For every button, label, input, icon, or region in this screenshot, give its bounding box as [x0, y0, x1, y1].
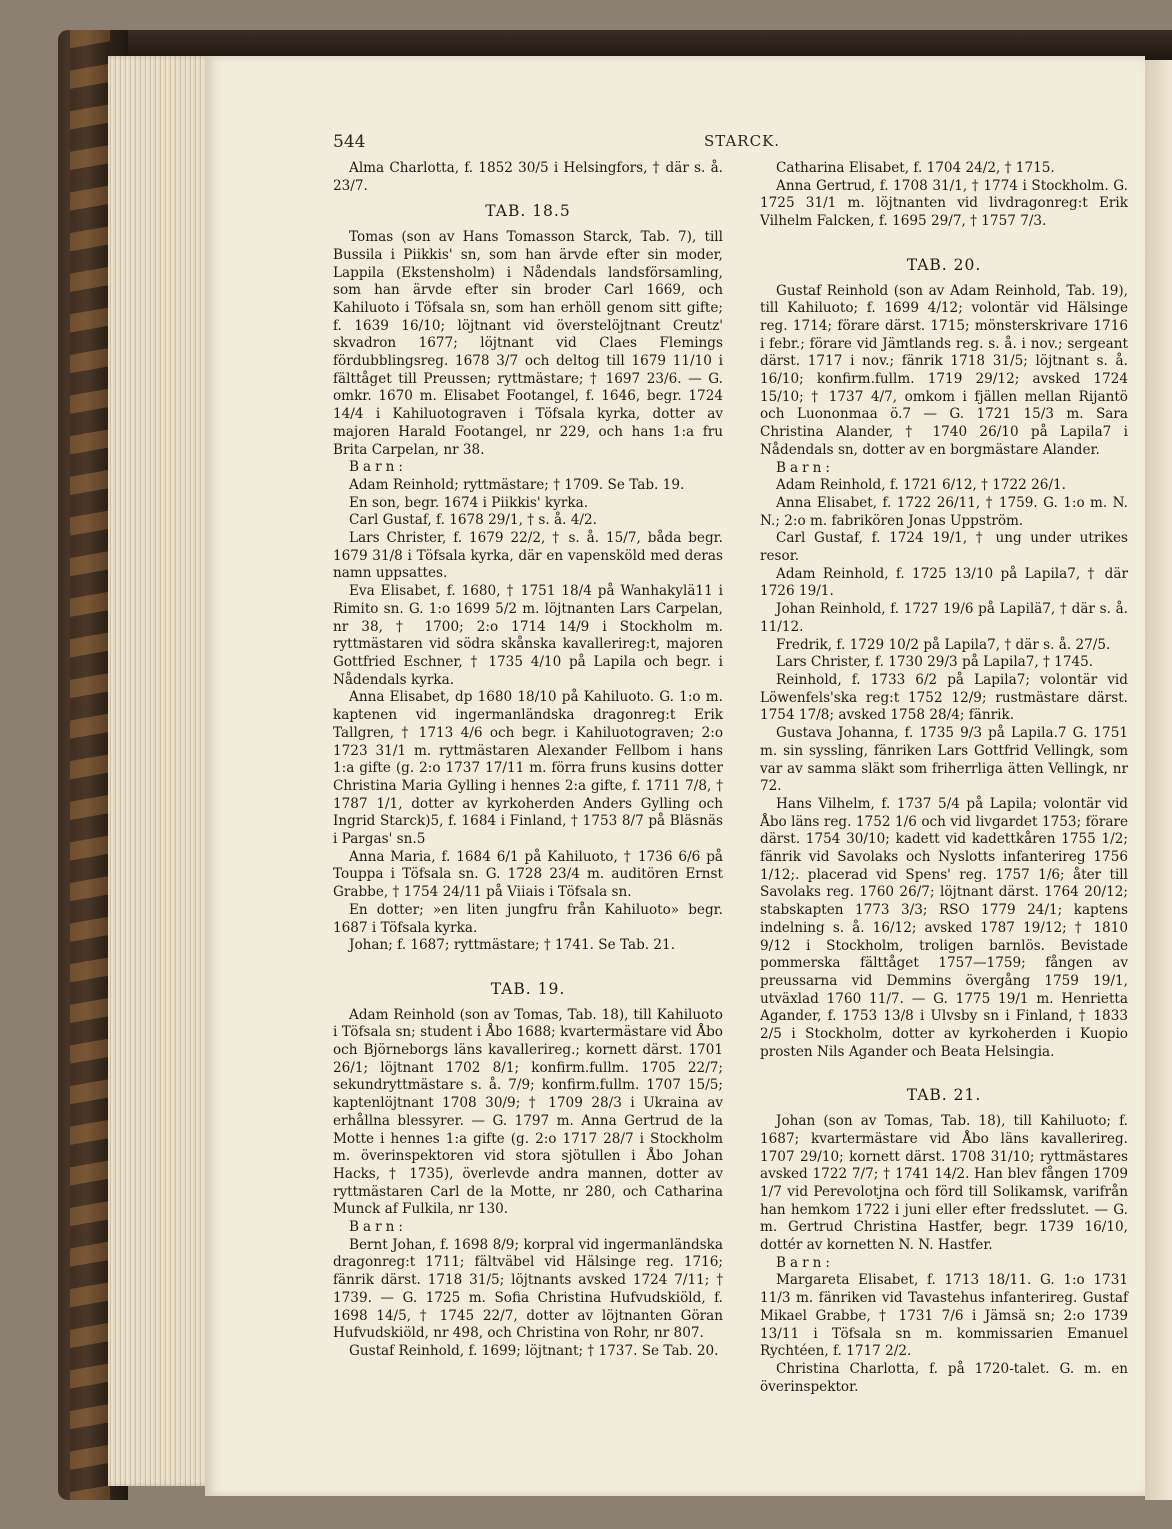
paragraph: Alma Charlotta, f. 1852 30/5 i Helsingfors, † där s. å. 23/7.	[333, 160, 723, 194]
paragraph: Gustaf Reinhold (son av Adam Reinhold, Tab. 19), till Kahiluoto; f. 1699 4/12; volontär vid Hälsinge reg. 1714; förare därst. 1715; mönsterskrivare 1716 i febr.; förare vid Jämtlands reg. s. å. i nov.; sergeant därst. 1717 i nov.; fänrik 1718 31/5; löjtnant s. å. 16/10; konfirm.fullm. 1719 29/12; avsked 1724 15/10; † 1737 4/7, omkom i fjällen mellan Rijantö och Luononmaa ö.7 — G. 1721 15/3 m. Sara Christina Alander, † 1740 26/10 på Lapila7 i Nådendals sn, dotter av en borgmästare Alander.	[760, 282, 1128, 458]
running-head: STARCK.	[704, 132, 781, 150]
paragraph: Carl Gustaf, f. 1678 29/1, † s. å. 4/2.	[349, 512, 597, 529]
table-heading: TAB. 19.	[490, 979, 566, 998]
paragraph: Adam Reinhold, f. 1725 13/10 på Lapila7, † där 1726 19/1.	[760, 565, 1128, 600]
paragraph: En son, begr. 1674 i Piikkis' kyrka.	[349, 494, 589, 511]
paragraph: Lars Christer, f. 1679 22/2, † s. å. 15/7, båda begr. 1679 31/8 i Töfsala kyrka, där en vapensköld med deras namn uppsattes.	[333, 530, 723, 582]
paragraph: Lars Christer, f. 1730 29/3 på Lapila7, † 1745.	[776, 654, 1094, 671]
paragraph: Anna Maria, f. 1684 6/1 på Kahiluoto, † 1736 6/6 på Touppa i Töfsala sn. G. 1728 23/4 m. auditören Ernst Grabbe, † 1754 24/11 på Viiais i Töfsala sn.	[333, 848, 723, 901]
paragraph: Johan Reinhold, f. 1727 19/6 på Lapilä7, † där s. å. 11/12.	[760, 601, 1128, 635]
paragraph: Anna Gertrud, f. 1708 31/1, † 1774 i Stockholm. G. 1725 31/1 m. löjtnanten vid livdragonreg:t Erik Vilhelm Falcken, f. 1695 29/7, † 1757 7/3.	[760, 177, 1128, 230]
left-column	[333, 160, 723, 1361]
paragraph: Bernt Johan, f. 1698 8/9; korpral vid ingermanländska dragonreg:t 1711; fältväbel vid Hälsinge reg. 1716; fänrik därst. 1718 31/5; löjtnants avsked 1724 7/11; † 1739. — G. 1725 m. Sofia Christina Hufvudskiöld, f. 1698 14/5, † 1745 22/7, dotter av löjtnanten Göran Hufvudskiöld, nr 498, och Christina von Rohr, nr 807.	[333, 1236, 723, 1342]
paragraph: Johan (son av Tomas, Tab. 18), till Kahiluoto; f. 1687; kvartermästare vid Åbo läns kavallerireg. 1707 29/10; kornett därst. 1708 31/10; ryttmästares avsked 1722 7/7; † 1741 14/2. Han blev fången 1709 1/7 vid Perevolotjna och förd till Solikamsk, varifrån han hemkom 1722 i juni eller efter fredsslutet. — G. m. Gertrud Christina Hastfer, begr. 1739 16/10, dottér av kornetten N. N. Hastfer.	[760, 1113, 1128, 1254]
paragraph: Adam Reinhold, f. 1721 6/12, † 1722 26/1.	[776, 477, 1067, 494]
paragraph: Margareta Elisabet, f. 1713 18/11. G. 1:o 1731 11/3 m. fänriken vid Tavastehus infanterireg. Gustaf Mikael Grabbe, † 1731 7/6 i Jämsä sn; 2:o 1739 13/11 i Töfsala sn m. kommissarien Emanuel Rychtéen, f. 1717 2/2.	[760, 1272, 1128, 1360]
children-heading: Barn:	[349, 459, 407, 476]
page-number: 544	[333, 132, 366, 152]
table-heading: TAB. 21.	[906, 1086, 982, 1105]
table-heading: TAB. 20.	[906, 255, 982, 274]
paragraph: Catharina Elisabet, f. 1704 24/2, † 1715.	[776, 160, 1055, 176]
paragraph: Christina Charlotta, f. på 1720-talet. G. m. en överinspektor.	[760, 1361, 1128, 1395]
paragraph: Gustaf Reinhold, f. 1699; löjtnant; † 1737. Se Tab. 20.	[349, 1343, 719, 1359]
table-heading: TAB. 18.5	[485, 202, 571, 221]
children-heading: Barn:	[349, 1219, 407, 1236]
children-heading: Barn:	[776, 1254, 834, 1271]
paragraph: Adam Reinhold (son av Tomas, Tab. 18), till Kahiluoto i Töfsala sn; student i Åbo 1688; kvartermästare vid Åbo och Björneborgs läns kavallerireg.; kornett därst. 1701 26/1; löjtnant 1702 8/1; konfirm.fullm. 1705 22/7; sekundryttmästare s. å. 7/9; konfirm.fullm. 1707 15/5; kaptenlöjtnant 1708 30/9; † 1709 28/3 i Ukraina av erhållna blessyrer. — G. 1797 m. Anna Gertrud de la Motte i hennes 1:a gifte (g. 2:o 1717 28/7 i Stockholm m. överinspektoren vid stora sjötullen i Åbo Johan Hacks, † 1735), överlevde andra mannen, dotter av ryttmästaren Carl de la Motte, nr 280, och Catharina Munck af Fulkila, nr 130.	[333, 1006, 723, 1218]
paragraph: Tomas (son av Hans Tomasson Starck, Tab. 7), till Bussila i Piikkis' sn, som han ärvde efter sin moder, Lappila (Ekstensholm) i Nådendals landsförsamling, som han ärvde efter sin broder Carl 1669, och Kahiluoto i Töfsala sn, som han erhöll genom sitt gifte; f. 1639 16/10; löjtnant vid överstelöjtnant Creutz' skvadron 1677; löjtnant vid Claes Flemings fördubblingsreg. 1678 3/7 och deltog till 1679 11/10 i fälttåget till Preussen; ryttmästare; † 1697 23/6. — G. omkr. 1670 m. Elisabet Footangel, f. 1646, begr. 1724 14/4 i Kahiluotograven i Töfsala kyrka, dotter av majoren Harald Footangel, nr 229, och hans 1:a fru Brita Carpelan, nr 38.	[333, 229, 723, 458]
paragraph: En dotter; »en liten jungfru från Kahiluoto» begr. 1687 i Töfsala kyrka.	[333, 901, 723, 936]
paragraph: Anna Elisabet, f. 1722 26/11, † 1759. G. 1:o m. N. N.; 2:o m. fabrikören Jonas Uppström.	[760, 494, 1128, 529]
page-edges	[108, 56, 218, 1486]
paragraph: Johan; f. 1687; ryttmästare; † 1741. Se Tab. 21.	[349, 937, 676, 954]
paragraph: Fredrik, f. 1729 10/2 på Lapila7, † där s. å. 27/5.	[776, 636, 1111, 653]
facing-page-edge	[1145, 60, 1172, 1500]
right-column	[760, 160, 1128, 1396]
paragraph: Carl Gustaf, f. 1724 19/1, † ung under utrikes resor.	[760, 530, 1128, 565]
paragraph: Adam Reinhold; ryttmästare; † 1709. Se Tab. 19.	[349, 476, 685, 493]
paragraph: Reinhold, f. 1733 6/2 på Lapila7; volontär vid Löwenfels'ska reg:t 1752 12/9; rustmästare därst. 1754 17/8; avsked 1758 28/4; fänrik.	[760, 671, 1128, 724]
paragraph: Hans Vilhelm, f. 1737 5/4 på Lapila; volontär vid Åbo läns reg. 1752 1/6 och vid livgardet 1753; förare därst. 1754 30/10; kadett vid kadettkåren 1755 1/2; fänrik vid Savolaks och Nyslotts infanterireg 1756 1/12;. placerad vid Spens' reg. 1757 1/6; åter till Savolaks reg. 1760 26/7; löjtnant därst. 1764 20/12; stabskapten 1773 3/3; RSO 1779 24/1; kaptens indelning s. å. 16/12; avsked 1787 19/12; † 1810 9/12 i Stockholm, troligen barnlös. Bevistade pommerska fälttåget 1757—1759; fången av preussarna vid Demmins övergång 1759 19/1, utväxlad 1760 11/7. — G. 1775 19/1 m. Henrietta Agander, f. 1753 13/8 i Ulvsby sn i Finland, † 1833 2/5 i Stockholm, dotter av kyrkoherden i Kuopio prosten Nils Agander och Beata Helsingia.	[760, 795, 1128, 1060]
paragraph: Gustava Johanna, f. 1735 9/3 på Lapila.7 G. 1751 m. sin syssling, fänriken Lars Gottfrid Vellingk, som var av samma släkt som friherrliga ätten Vellingk, nr 72.	[760, 725, 1128, 795]
paragraph: Eva Elisabet, f. 1680, † 1751 18/4 på Wanhakylä11 i Rimito sn. G. 1:o 1699 5/2 m. löjtnanten Lars Carpelan, nr 38, † 1700; 2:o 1714 14/9 i Stockholm m. ryttmästaren vid södra skånska kavallerireg:t, majoren Gottfried Eschner, † 1735 4/10 på Lapila och begr. i Nådendals kyrka.	[333, 583, 723, 688]
children-heading: Barn:	[776, 459, 834, 476]
paragraph: Anna Elisabet, dp 1680 18/10 på Kahiluoto. G. 1:o m. kaptenen vid ingermanländska dragonreg:t Erik Tallgren, † 1713 4/6 och begr. i Kahiluotograven; 2:o 1723 31/1 m. ryttmästaren Alexander Fellbom i hans 1:a gifte (g. 2:o 1737 17/11 m. förra fruns kusins dotter Christina Maria Gylling i hennes 2:a gifte, f. 1711 7/8, † 1787 1/1, dotter av kyrkoherden Anders Gylling och Ingrid Starck)5, f. 1684 i Finland, † 1753 8/7 på Bläsnäs i Pargas' sn.5	[333, 689, 723, 848]
